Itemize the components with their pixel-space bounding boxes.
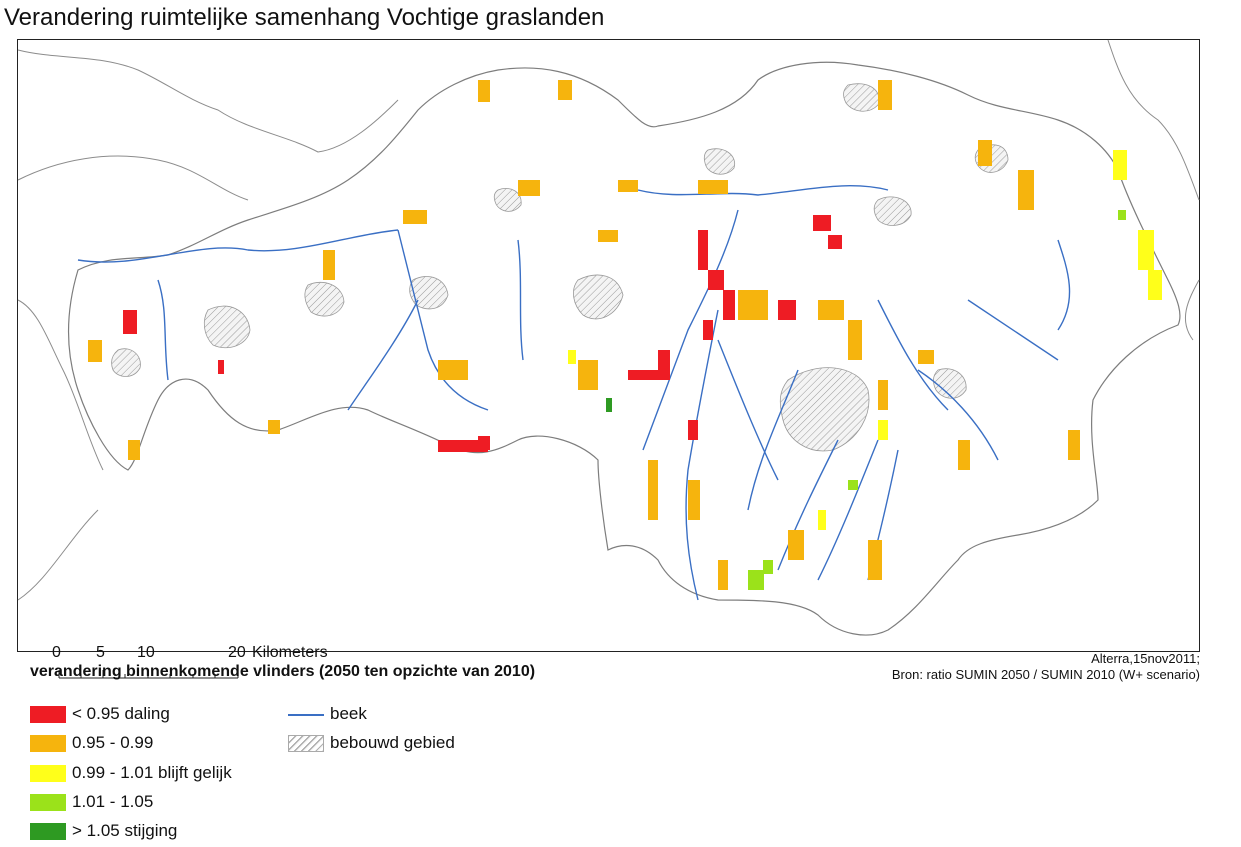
stream-line-icon <box>288 706 324 723</box>
legend-item-stream <box>288 704 367 724</box>
legend-label: bebouwd gebied <box>330 733 455 752</box>
legend-item-strong-increase <box>30 821 177 841</box>
legend-item-slight-increase <box>30 792 153 812</box>
legend-title: verandering binnenkomende vlinders (2050 ten opzichte van 2010) <box>30 663 536 680</box>
patches-strong-increase <box>606 398 612 412</box>
legend-swatch-amber <box>30 735 66 752</box>
map-title: Verandering ruimtelijke samenhang Vochtige graslanden <box>4 4 605 31</box>
hatch-pattern-icon <box>288 735 324 752</box>
legend-swatch-darkgreen <box>30 823 66 840</box>
legend-swatch-lightgreen <box>30 794 66 811</box>
credit <box>892 651 1200 683</box>
legend-label: 0.95 - 0.99 <box>72 733 154 752</box>
credit-line-2: Bron: ratio SUMIN 2050 / SUMIN 2010 (W+ scenario) <box>891 667 1200 682</box>
map-canvas[interactable] <box>18 40 1199 651</box>
scale-tick-10: 10 <box>137 644 155 661</box>
scale-tick-20: 20 <box>228 644 246 661</box>
legend-swatch-red <box>30 706 66 723</box>
legend-label: > 1.05 stijging <box>72 821 178 840</box>
legend-item-no-change <box>30 763 232 783</box>
scale-tick-0: 0 <box>52 644 61 661</box>
legend-label: 1.01 - 1.05 <box>72 792 154 811</box>
legend-label: beek <box>330 704 367 723</box>
legend-item-urban <box>288 733 455 753</box>
legend-item-slight-decline <box>30 733 153 753</box>
legend-label: 0.99 - 1.01 blijft gelijk <box>72 763 232 782</box>
legend-item-strong-decline <box>30 704 170 724</box>
scale-unit: Kilometers <box>252 644 328 661</box>
legend-swatch-yellow <box>30 765 66 782</box>
legend-label: < 0.95 daling <box>72 704 170 723</box>
scale-tick-5: 5 <box>96 644 105 661</box>
credit-line-1: Alterra,15nov2011; <box>1091 651 1200 666</box>
province-boundary <box>69 62 1180 635</box>
